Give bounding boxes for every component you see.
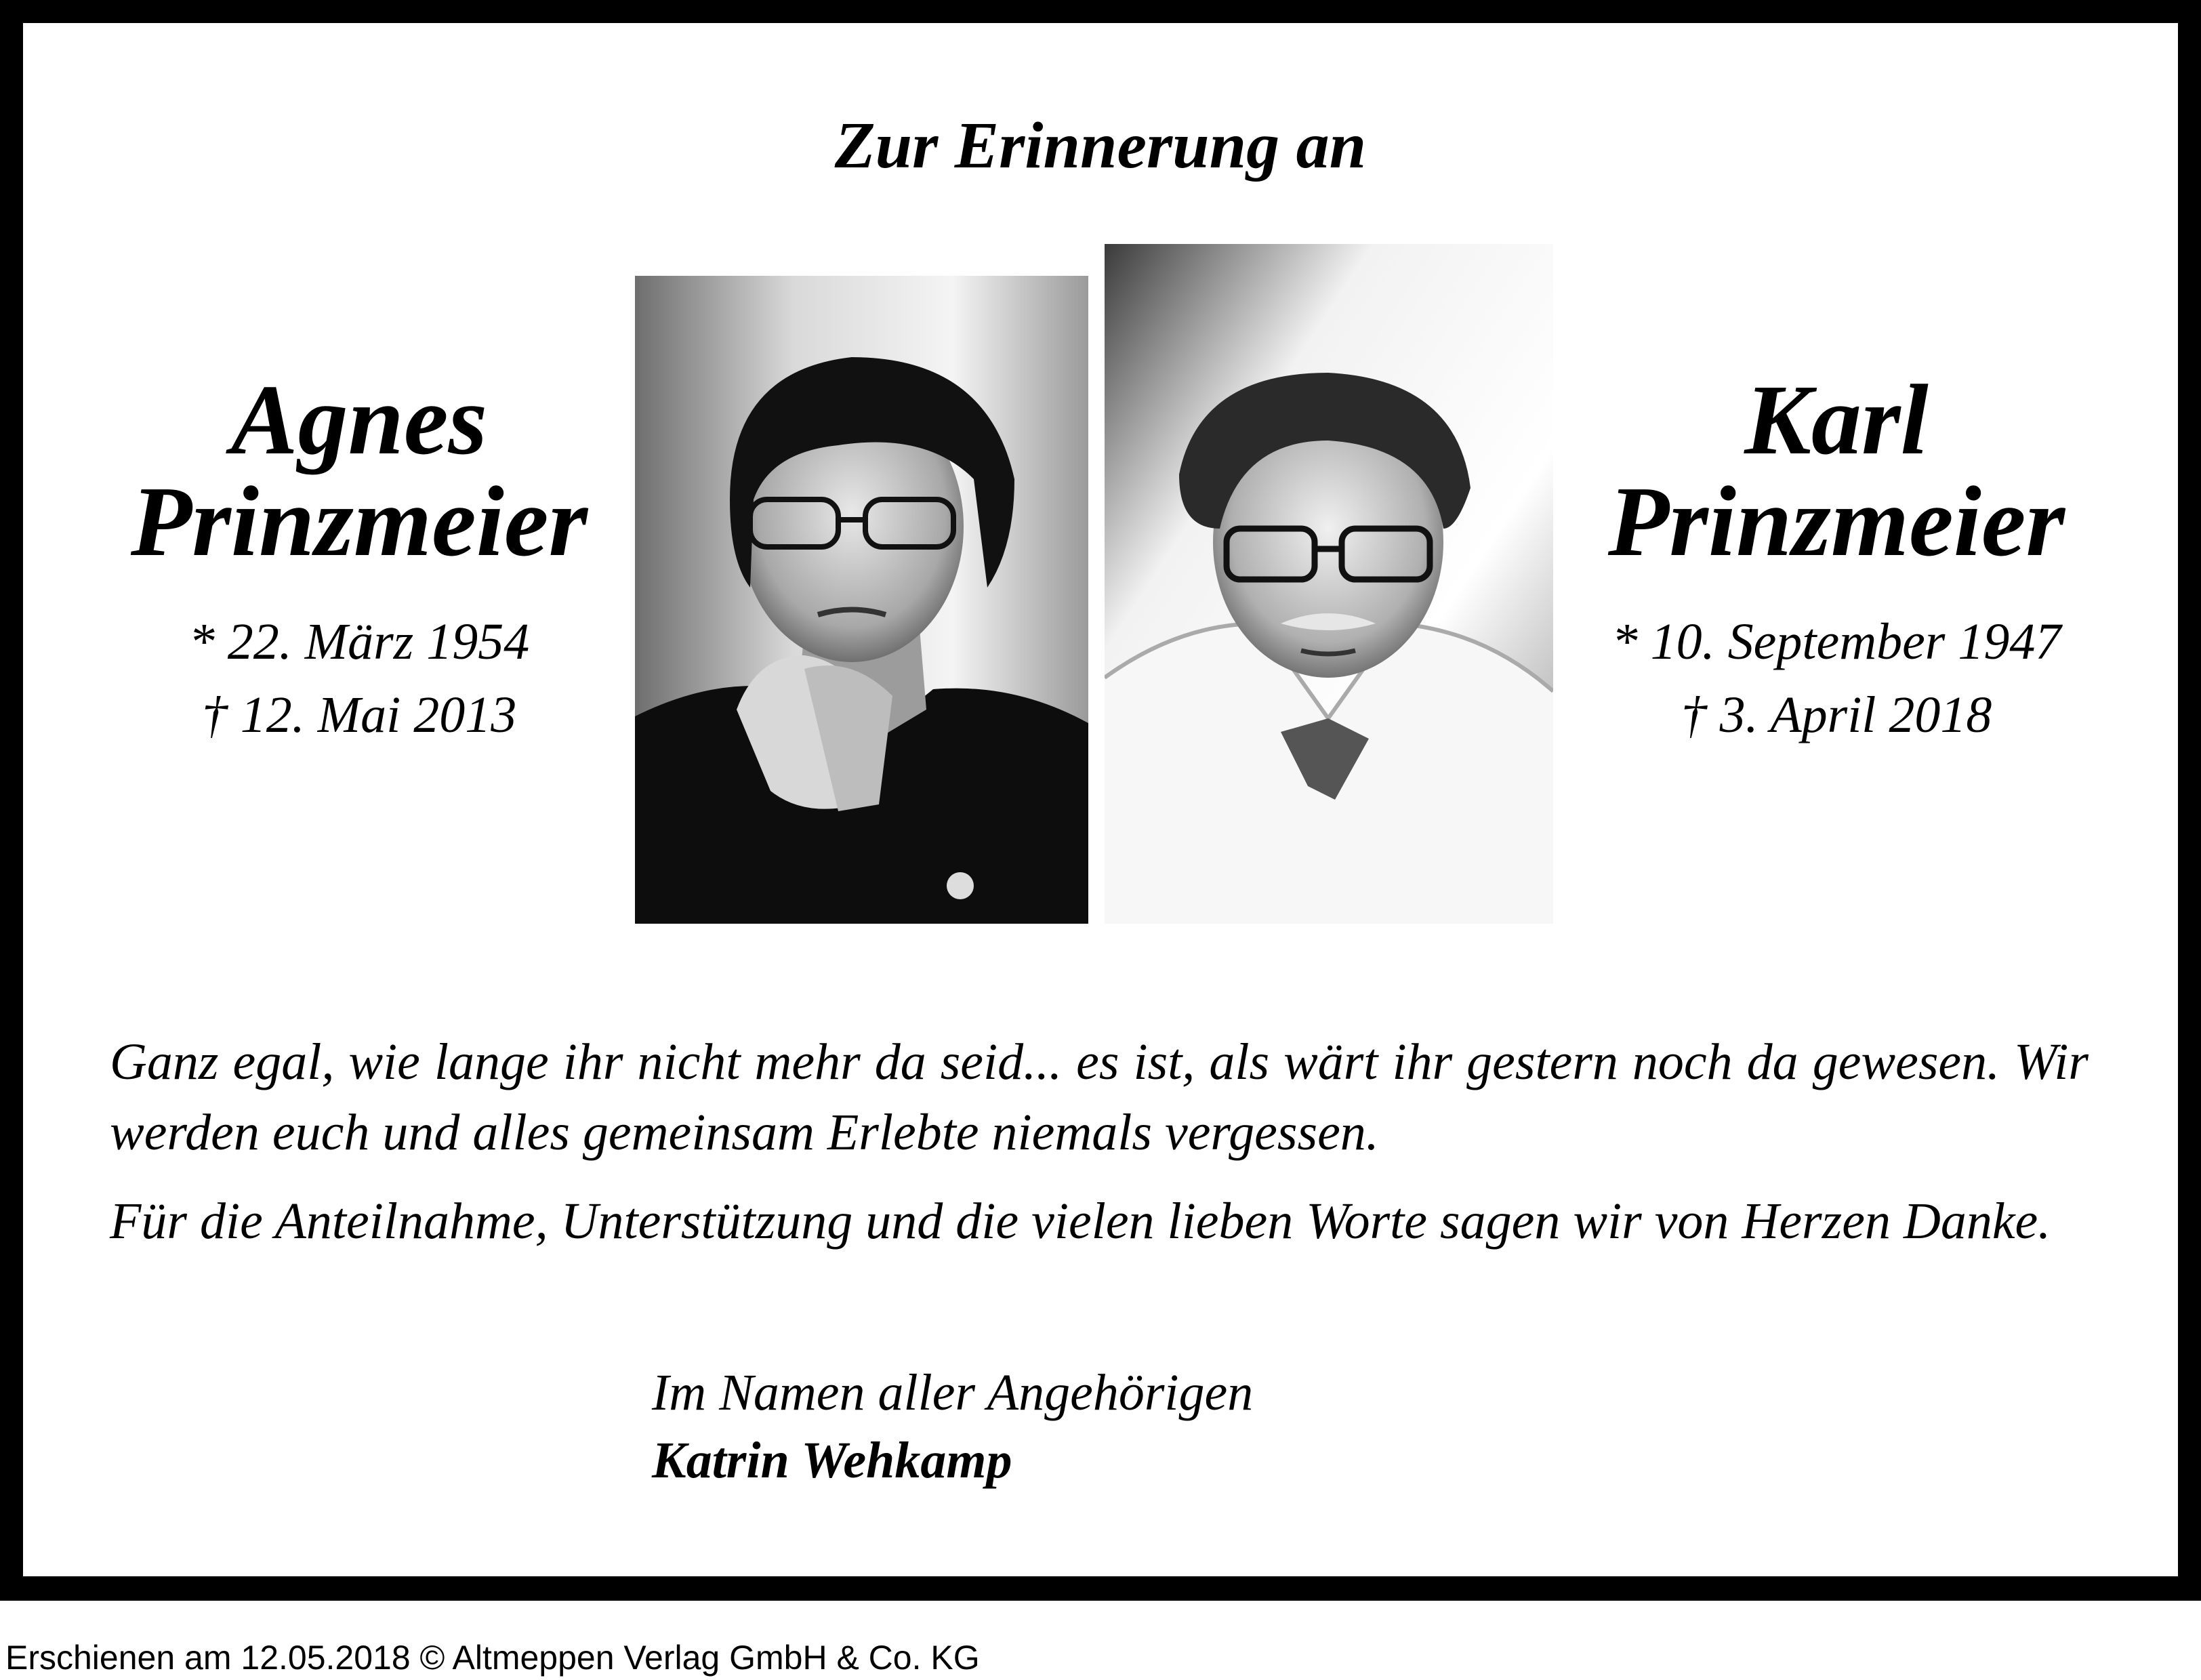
left-last-name: Prinzmeier — [130, 466, 588, 577]
portrait-man-photo — [1105, 244, 1553, 924]
portrait-woman-photo — [635, 276, 1088, 924]
left-born-date: * 22. März 1954 — [188, 613, 530, 670]
signature-block — [652, 1359, 1253, 1494]
memorial-paragraph: Ganz egal, wie lange ihr nicht mehr da seid... es ist, als wärt ihr gestern noch da gewesen. Wir werden euch und alles gemeinsam Erlebte niemals vergessen. — [110, 1033, 2089, 1161]
left-person-dates — [75, 605, 644, 752]
right-first-name: Karl — [1744, 365, 1929, 476]
right-died-date: † 3. April 2018 — [1681, 687, 1992, 743]
signature-name: Katrin Wehkamp — [652, 1432, 1012, 1489]
publication-footer: Erschienen am 12.05.2018 © Altmeppen Verlag GmbH & Co. KG — [5, 1639, 980, 1677]
right-last-name: Prinzmeier — [1607, 466, 2065, 577]
left-first-name: Agnes — [230, 365, 488, 476]
left-died-date: † 12. Mai 2013 — [201, 687, 517, 743]
signature-line: Im Namen aller Angehörigen — [652, 1364, 1254, 1421]
left-person-name — [75, 365, 644, 577]
right-born-date: * 10. September 1947 — [1611, 613, 2061, 670]
right-person-name — [1552, 365, 2121, 577]
notice-heading: Zur Erinnerung an — [834, 109, 1367, 182]
right-person-dates — [1552, 605, 2121, 752]
thanks-paragraph: Für die Anteilnahme, Unterstützung und die vielen lieben Worte sagen wir von Herzen Danke. — [110, 1193, 2051, 1250]
